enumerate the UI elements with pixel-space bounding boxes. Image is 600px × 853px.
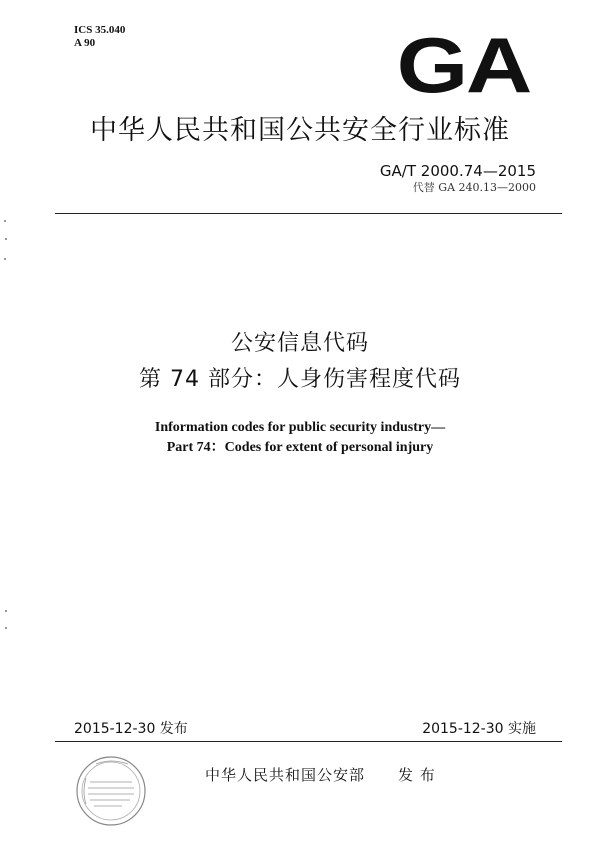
scan-mark [5,627,7,629]
ga-logo: GA [396,21,530,109]
title-english-line-1: Information codes for public security industry— [154,420,446,435]
replaces-standard: 代替 GA 240.13—2000 [412,181,536,194]
classification-codes [74,24,125,50]
scan-mark [4,220,6,222]
issue-date: 2015-12-30 发布 [74,721,188,737]
ccs-code: A 90 [74,37,96,49]
implementation-date: 2015-12-30 实施 [422,721,536,737]
title-english-line-2: Part 74：Codes for extent of personal injury [166,440,434,455]
scan-mark [5,610,7,612]
ics-code: ICS 35.040 [74,24,126,36]
top-divider [55,213,562,214]
bottom-divider [55,741,562,742]
title-chinese-line-2: 第 74 部分：人身伤害程度代码 [139,367,461,392]
scan-mark [5,238,7,240]
round-stamp-icon [72,752,150,830]
publisher-name: 中华人民共和国公安部 [205,766,366,784]
publish-label: 发 布 [398,766,436,784]
standard-category-title: 中华人民共和国公共安全行业标准 [90,115,510,146]
scan-mark [4,258,6,260]
title-chinese-line-1: 公安信息代码 [230,331,369,356]
standard-number: GA/T 2000.74—2015 [379,162,536,180]
